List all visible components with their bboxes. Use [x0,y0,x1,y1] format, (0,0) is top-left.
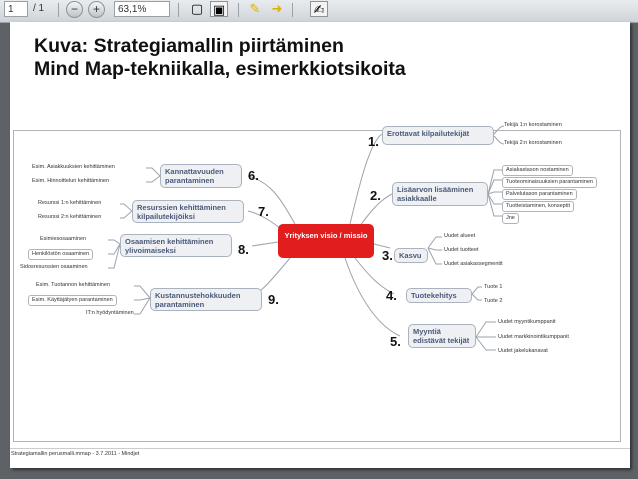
branch-number: 3. [382,248,393,263]
comment-icon[interactable]: ✎ [249,1,261,16]
leaf-item: Tuote 2 [484,298,503,304]
leaf-item: Sidosresurssien osaaminen [20,264,88,270]
branch-node: Lisäarvon lisääminen asiakkaalle [392,182,488,206]
title-line-1: Kuva: Strategiamallin piirtäminen [34,35,344,57]
fit-width-icon[interactable]: ▣ [210,1,228,17]
branch-node: Kustannustehokkuuden parantaminen [150,288,262,311]
leaf-item: Esim. Hinnoittelun kehittäminen [32,178,110,184]
leaf-item: Asiakastason nostaminen [502,165,573,176]
branch-node: Kasvu [394,248,428,263]
leaf-item: Uudet jakelukanavat [498,348,548,354]
branch-number: 1. [368,134,379,149]
branch-node: Kannattavuuden parantaminen [160,164,242,188]
leaf-item: Esim. Tuotannon kehittäminen [36,282,110,288]
branch-node: Tuotekehitys [406,288,472,303]
leaf-item: Uudet tuotteet [444,247,479,253]
leaf-item: Tekijä 2:n korostaminen [504,140,562,146]
branch-number: 5. [390,334,401,349]
leaf-item: Esimiesosaaminen [40,236,87,242]
zoom-out-button[interactable]: − [66,1,83,18]
leaf-item: Jne [502,213,519,224]
title-line-2: Mind Map-tekniikalla, esimerkkiotsikoita [34,58,406,80]
leaf-item: Tuote 1 [484,284,503,290]
branch-number: 6. [248,168,259,183]
page-footer: Strategiamallin perusmalli.mmap - 3.7.2011 - Mindjet [10,448,630,459]
mindmap-center-node: Yrityksen visio / missio [278,224,374,258]
branch-number: 4. [386,288,397,303]
leaf-item: Henkilöstön osaaminen [28,249,93,260]
highlight-icon[interactable]: ➜ [271,1,283,16]
branch-node: Resurssien kehittäminen kilpailutekijöiksi [132,200,244,223]
leaf-item: IT:n hyödyntäminen [86,310,134,316]
branch-node: Osaamisen kehittäminen ylivoimaiseksi [120,234,232,257]
branch-number: 8. [238,242,249,257]
branch-node: Myyntiä edistävät tekijät [408,324,476,348]
leaf-item: Uudet asiakassegmentit [444,261,503,267]
page-number-input[interactable]: 1 [4,1,28,17]
branch-number: 9. [268,292,279,307]
branch-number: 7. [258,204,269,219]
leaf-item: Tuotteistaminen, konseptit [502,201,574,212]
branch-node: Erottavat kilpailutekijät [382,126,494,145]
leaf-item: Uudet alueet [444,233,476,239]
page-total: / 1 [33,3,45,14]
leaf-item: Resurssi 2:n kehittäminen [38,214,102,220]
viewer-toolbar [0,0,638,23]
leaf-item: Tuoteominaisuuksien parantaminen [502,177,597,188]
branch-number: 2. [370,188,381,203]
zoom-in-button[interactable]: + [88,1,105,18]
sign-icon[interactable]: ✍ [310,1,328,17]
leaf-item: Uudet markkinointikumppanit [498,334,569,340]
leaf-item: Tekijä 1:n korostaminen [504,122,562,128]
fit-page-icon[interactable]: ▢ [190,1,204,16]
leaf-item: Uudet myyntikumppanit [498,319,556,325]
toolbar-separator [58,3,59,17]
leaf-item: Esim. Asiakkuuksien kehittäminen [32,164,115,170]
leaf-item: Palvelutason parantaminen [502,189,577,200]
toolbar-separator [292,3,293,17]
zoom-level-input[interactable]: 63,1% [114,1,170,17]
document-page [10,22,630,468]
leaf-item: Resurssi 1:n kehittäminen [38,200,102,206]
leaf-item: Esim. Käyttäjätyen parantaminen [28,295,117,306]
toolbar-separator [238,3,239,17]
toolbar-separator [178,3,179,17]
